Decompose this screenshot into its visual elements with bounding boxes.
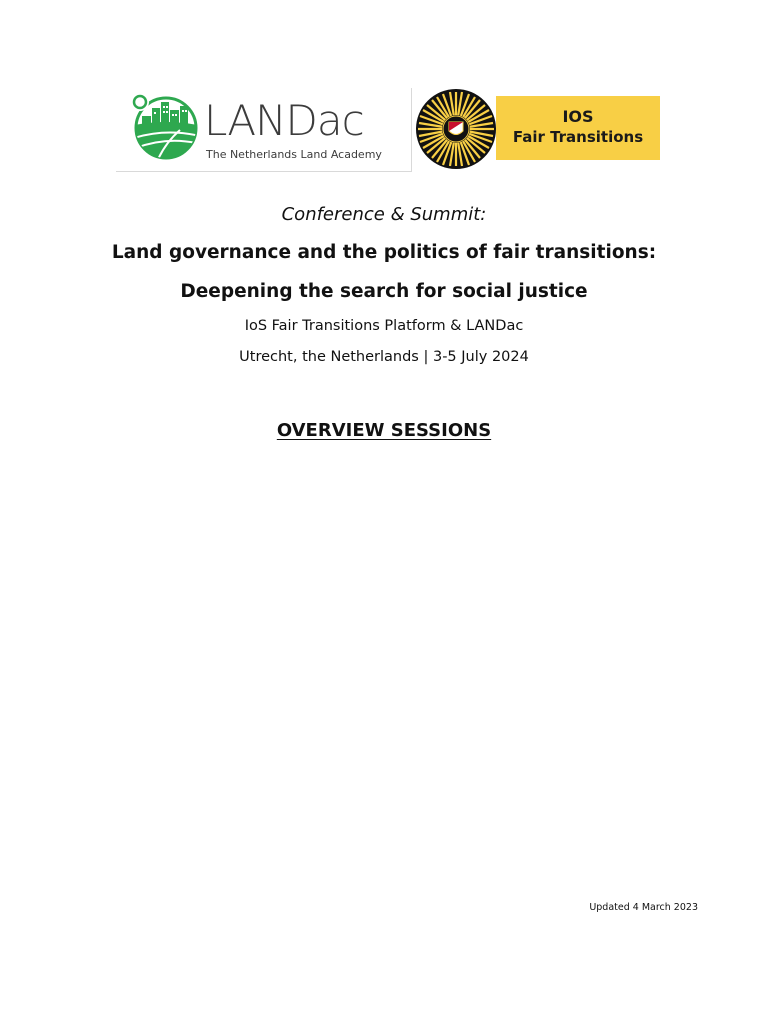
conference-title-line-2: Deepening the search for social justice — [180, 281, 588, 302]
place-and-date: Utrecht, the Netherlands | 3-5 July 2024 — [239, 349, 529, 365]
landac-tagline: The Netherlands Land Academy — [206, 148, 382, 161]
ios-title: IOS — [562, 107, 594, 126]
ios-fair-transitions-logo — [414, 88, 662, 170]
event-type: Conference & Summit: — [281, 204, 487, 225]
ios-subtitle: Fair Transitions — [512, 128, 644, 146]
section-title: OVERVIEW SESSIONS — [276, 420, 492, 441]
landac-logo — [116, 88, 412, 172]
updated-date: Updated 4 March 2023 — [589, 902, 698, 913]
landac-landscape-icon — [130, 92, 202, 160]
university-seal-icon — [414, 88, 498, 170]
ios-banner — [496, 96, 660, 160]
conference-title-line-1: Land governance and the politics of fair transitions: — [111, 242, 657, 263]
landac-wordmark: LANDac — [204, 96, 364, 145]
organisers: IoS Fair Transitions Platform & LANDac — [244, 318, 524, 334]
